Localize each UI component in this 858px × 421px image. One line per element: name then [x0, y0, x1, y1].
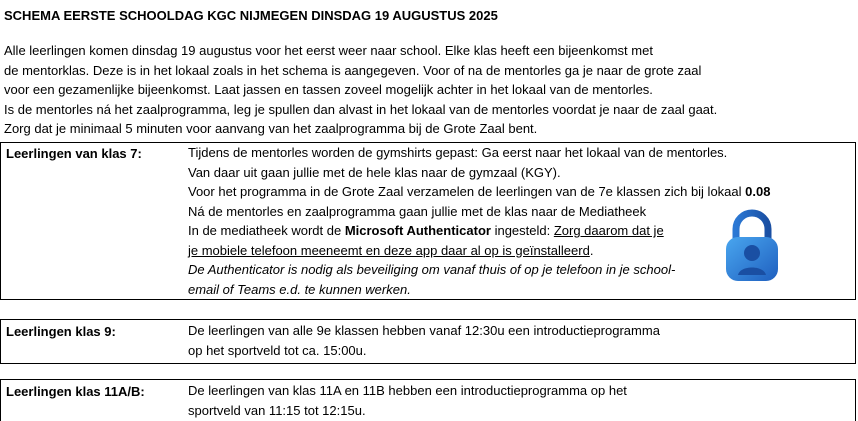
content-line [188, 241, 770, 261]
underlined-text: je mobiele telefoon meeneemt en deze app daar al op is geïnstalleerd [188, 242, 590, 258]
content-line: Tijdens de mentorles worden de gymshirts gepast: Ga eerst naar het lokaal van de mentorles. [188, 145, 728, 160]
intro-line: de mentorklas. Deze is in het lokaal zoals in het schema is aangegeven. Voor of na de mentorles ga je naar de grote zaal [4, 62, 702, 78]
intro-line: Is de mentorles ná het zaalprogramma, leg je spullen dan alvast in het lokaal van de mentorles voordat je naar de zaal gaat. [4, 101, 718, 117]
content-text: ingesteld: [490, 223, 554, 238]
content-line [188, 221, 770, 241]
authenticator-lock-icon [723, 207, 781, 285]
section-label-klas-9: Leerlingen klas 9: [6, 324, 116, 339]
content-line: De leerlingen van alle 9e klassen hebben vanaf 12:30u een introductieprogramma [188, 323, 660, 338]
intro-paragraph [4, 41, 717, 139]
section-label-klas-11: Leerlingen klas 11A/B: [6, 384, 145, 399]
room-number: 0.08 [745, 184, 771, 199]
content-line-italic: email of Teams e.d. te kunnen werken. [188, 281, 411, 297]
section-content-klas-7 [188, 143, 770, 299]
intro-line: Zorg dat je minimaal 5 minuten voor aanvang van het zaalprogramma bij de Grote Zaal bent. [4, 121, 538, 136]
section-klas-11 [0, 379, 856, 421]
app-name: Microsoft Authenticator [344, 223, 491, 238]
page-title: SCHEMA EERSTE SCHOOLDAG KGC NIJMEGEN DINSDAG 19 AUGUSTUS 2025 [4, 8, 498, 23]
intro-line: Alle leerlingen komen dinsdag 19 augustus voor het eerst weer naar school. Elke klas heeft een bijeenkomst met [4, 43, 653, 58]
content-line [188, 182, 770, 202]
underlined-text: Zorg daarom dat je [553, 223, 664, 238]
section-content-klas-11 [188, 381, 627, 420]
content-line: sportveld van 11:15 tot 12:15u. [188, 402, 366, 418]
section-klas-9 [0, 319, 856, 364]
content-text: Voor het programma in de Grote Zaal verzamelen de leerlingen van de 7e klassen zich bij lokaal [188, 184, 746, 199]
content-text: In de mediatheek wordt de [188, 223, 345, 238]
content-line-italic: De Authenticator is nodig als beveiliging om vanaf thuis of op je telefoon in je school- [188, 262, 676, 277]
section-label-klas-7: Leerlingen van klas 7: [6, 146, 142, 161]
content-line: op het sportveld tot ca. 15:00u. [188, 342, 367, 358]
section-klas-7 [0, 142, 856, 300]
content-text: . [589, 242, 594, 258]
content-line: Ná de mentorles en zaalprogramma gaan jullie met de klas naar de Mediatheek [188, 203, 647, 219]
section-content-klas-9 [188, 321, 660, 360]
intro-line: voor een gezamenlijke bijeenkomst. Laat jassen en tassen zoveel mogelijk achter in het lokaal van de mentorles. [4, 82, 653, 97]
content-line: Van daar uit gaan jullie met de hele klas naar de gymzaal (KGY). [188, 164, 561, 180]
content-line: De leerlingen van klas 11A en 11B hebben een introductieprogramma op het [188, 383, 627, 398]
